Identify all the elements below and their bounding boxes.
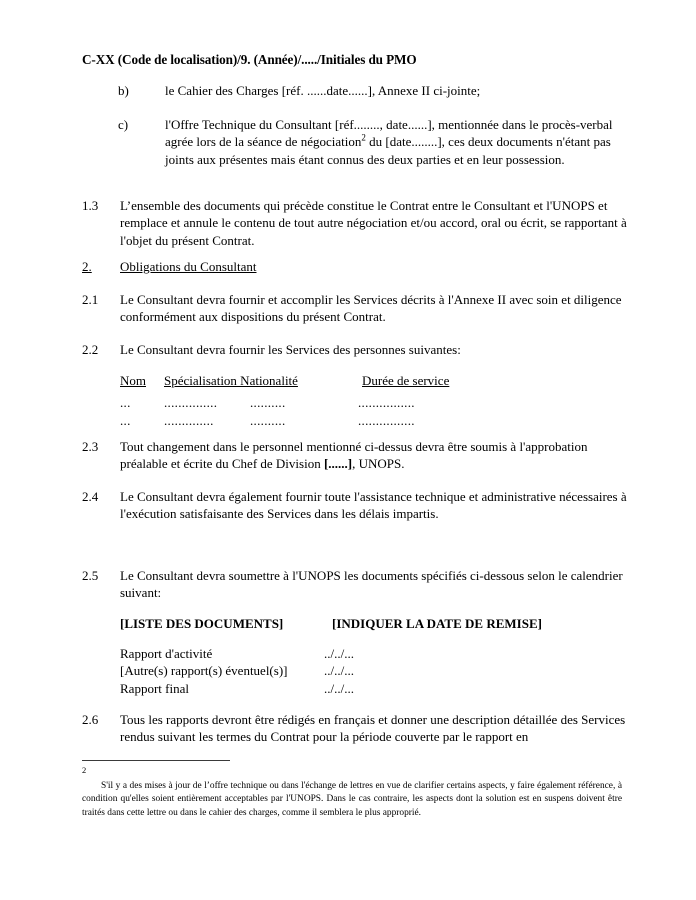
clause-text-2-3 (120, 438, 627, 473)
personnel-table-rows (120, 394, 518, 429)
clause-text-1-3: L’ensemble des documents qui précède constitue le Contrat entre le Consultant et l'UNOPS et remplace et annule le contenu de tout autre négociation et/ou accord, oral ou écrit, se rapportant à l'objet du présent Contrat. (120, 198, 627, 248)
document-name: [Autre(s) rapport(s) éventuel(s)] (120, 663, 288, 679)
table-cell-nationalite: .......... (250, 412, 286, 428)
clause-2-heading (82, 258, 627, 275)
personnel-table (120, 372, 518, 429)
table-cell-nationalite: .......... (250, 395, 286, 411)
clause-number-2-2: 2.2 (82, 342, 99, 357)
table-row (120, 412, 518, 429)
clause-number-1-3: 1.3 (82, 198, 99, 213)
clause-text-2-3-part1: Tout changement dans le personnel mentionné ci-dessus devra être soumis à l'approbation préalable et écrite du Chef de Division (120, 439, 588, 472)
clause-text-2-3-part2: , UNOPS. (352, 456, 405, 472)
clause-number-2-5: 2.5 (82, 568, 99, 583)
table-header-duree: Durée de service (362, 373, 450, 388)
footnote-reference-2: 2 (361, 132, 366, 143)
table-header-spacer (310, 372, 362, 389)
clause-1-3 (82, 197, 627, 249)
lettered-text-b: le Cahier des Charges [réf. ......date......], Annexe II ci-jointe; (165, 83, 481, 98)
lettered-text-c-part1: l'Offre Technique du Consultant [réf........, date......], mentionnée dans le procès-verbal agrée lors de la séance de négociation (165, 117, 613, 150)
list-item (120, 680, 620, 697)
document-name: Rapport final (120, 680, 189, 696)
clause-text-2-4: Le Consultant devra également fournir toute l'assistance technique et administrative nécessaires à l'exécution satisfaisante des Services dans les délais impartis. (120, 489, 627, 522)
table-cell-nom: ... (120, 395, 131, 411)
document-date: ../../... (324, 663, 354, 679)
personnel-table-grid (120, 372, 449, 389)
clause-text-2-2: Le Consultant devra fournir les Services des personnes suivantes: (120, 342, 461, 357)
document-header: C-XX (Code de localisation)/9. (Année)/...../Initiales du PMO (82, 52, 417, 67)
footnote-marker: 2 (82, 765, 87, 775)
clause-2-6 (82, 711, 627, 746)
table-row (120, 394, 518, 411)
clause-number-2-1: 2.1 (82, 292, 99, 307)
lettered-item-c (82, 116, 622, 168)
clause-2-3 (82, 438, 627, 473)
clause-2-1 (82, 291, 627, 326)
footnote-separator (82, 760, 230, 761)
clause-2-3-placeholder: [......] (323, 456, 353, 472)
table-cell-nom: ... (120, 412, 131, 428)
footnote-body: S'il y a des mises à jour de l’offre technique ou dans l'échange de lettres en vue de clarifier certains aspects, y faire également référence, à condition qu'elles soient entièrement acceptables par l'UNOPS. Dans le cas contraire, les aspects dont la solution est en suspens doivent être traités dans cette lettre ou dans le cahier des charges, comme il semblera le plus approprié. (82, 781, 622, 818)
clause-title-2: Obligations du Consultant (120, 259, 257, 274)
documents-header-date: [INDIQUER LA DATE DE REMISE] (332, 616, 542, 631)
clause-number-2-6: 2.6 (82, 712, 99, 727)
footnote-text (82, 780, 622, 820)
table-header-specialisation-nationalite: Spécialisation Nationalité (164, 373, 298, 388)
documents-schedule-list (120, 645, 620, 697)
table-cell-specialisation: .............. (164, 412, 214, 428)
document-date: ../../... (324, 646, 354, 661)
lettered-text-c-part2: du [date........], ces deux documents n'étant pas joints aux présentes mais étant connus des deux parties et en leur possession. (165, 134, 611, 167)
clause-text-2-6: Tous les rapports devront être rédigés en français et donner une description détaillée des Services rendus suivant les termes du Contrat pour la période couverte par le rapport en (120, 712, 626, 745)
list-item (120, 662, 620, 679)
clause-number-2-3: 2.3 (82, 439, 99, 454)
clause-2-4 (82, 488, 627, 523)
clause-text-2-1: Le Consultant devra fournir et accomplir les Services décrits à l'Annexe II avec soin et diligence conformément aux dispositions du présent Contrat. (120, 292, 622, 325)
table-cell-specialisation: ............... (164, 395, 218, 411)
clause-number-2: 2. (82, 259, 92, 274)
table-header-nom: Nom (120, 373, 146, 388)
clause-text-2-5: Le Consultant devra soumettre à l'UNOPS les documents spécifiés ci-dessous selon le calendrier suivant: (120, 568, 623, 601)
lettered-item-b (82, 82, 622, 99)
document-date: ../../... (324, 680, 354, 696)
list-item (120, 645, 620, 662)
document-name: Rapport d'activité (120, 646, 213, 661)
lettered-text-c (165, 116, 622, 168)
lettered-marker-c: c) (118, 117, 129, 132)
table-cell-duree: ................ (358, 412, 415, 428)
clause-2-2 (82, 341, 627, 358)
documents-header-list: [LISTE DES DOCUMENTS] (120, 616, 284, 631)
table-header-row (120, 372, 449, 389)
lettered-marker-b: b) (118, 83, 129, 98)
documents-schedule-header (120, 615, 620, 632)
clause-number-2-4: 2.4 (82, 489, 99, 504)
clause-2-5 (82, 567, 627, 602)
table-cell-duree: ................ (358, 395, 415, 411)
